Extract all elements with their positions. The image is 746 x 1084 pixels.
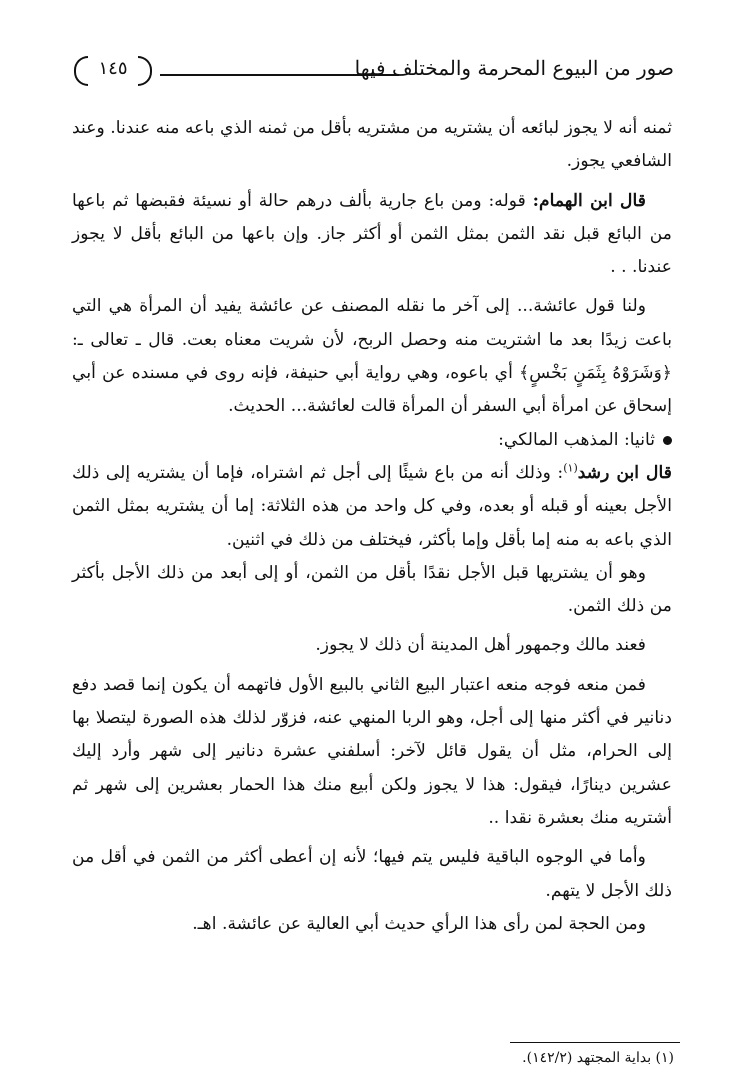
paragraph-text: ثمنه أنه لا يجوز لبائعه أن يشتريه من مشتريه بأقل من ثمنه الذي باعه منه عندنا. وعند الشافعي يجوز. (72, 118, 672, 172)
paragraph-text: ومن الحجة لمن رأى هذا الرأي حديث أبي العالية عن عائشة. اهـ. (192, 913, 646, 934)
footnote: (١) بداية المجتهد (١٤٢/٢). (522, 1050, 674, 1066)
footnote-reference: (١) (563, 461, 578, 475)
paragraph-text: : وذلك أنه من باع شيئًا إلى أجل ثم اشتراه، فإما أن يشتريه إلى ذلك الأجل بعينه أو قبله أو بعده، وفي كل واحد من هذه الثلاثة: إما أن يشتريه بمثل الثمن الذي باعه به منه إما بأقل وإما بأكثر، فيختلف من ذلك في اثنين. (72, 462, 672, 550)
paragraph (72, 557, 672, 624)
paragraph-text: وأما في الوجوه الباقية فليس يتم فيها؛ لأنه إن أعطى أكثر من الثمن في أقل من ذلك الأجل لا يتهم. (72, 847, 672, 901)
page-number: ١٤٥ (74, 54, 152, 84)
paragraph (72, 185, 672, 285)
paragraph-text: قوله: ومن باع جارية بألف درهم حالة أو نسيئة فقبضها ثم باعها من البائع قبل نقد الثمن بمثل الثمن أو أكثر جاز. وإن باعها من البائع بأقل لا يجوز عندنا. . . (72, 190, 672, 278)
running-title: صور من البيوع المحرمة والمختلف فيها (354, 56, 674, 80)
page-header (74, 52, 674, 94)
section-heading-text: ثانيا: المذهب المالكي: (498, 429, 655, 450)
paragraph-lead: قال ابن رشد (577, 462, 673, 483)
paragraph (72, 669, 672, 835)
paragraph (72, 457, 672, 557)
paragraph (72, 112, 672, 179)
section-heading (72, 424, 672, 457)
header-rule (160, 74, 399, 76)
paragraph-text: فعند مالك وجمهور أهل المدينة أن ذلك لا يجوز. (315, 635, 646, 656)
paragraph-text: فمن منعه فوجه منعه اعتبار البيع الثاني بالبيع الأول فاتهمه أن يكون إنما قصد دفع دنانير في أكثر منها إلى أجل، وهو الربا المنهي عنه، فزوّر لذلك هذه الصورة ليتصلا بها إلى الحرام، مثل أن يقول قائل لآخر: أسلفني عشرة دنانير إلى شهر وأرد إليك عشرين دينارًا، فيقول: هذا لا يجوز ولكن أبيع منك هذا الحمار بعشرين إلى شهر ثم أشتريه منك بعشرة نقدا .. (72, 674, 672, 828)
paragraph (72, 908, 672, 941)
footnote-rule (510, 1042, 680, 1043)
paragraph (72, 290, 672, 423)
paragraph (72, 841, 672, 908)
bullet-icon (663, 436, 672, 445)
paragraph-lead: قال ابن الهمام: (532, 190, 646, 211)
paragraph-text: ولنا قول عائشة... إلى آخر ما نقله المصنف عن عائشة يفيد أن المرأة هي التي باعت زيدًا بعد ما اشتريت منه وحصل الربح، لأن شريت معناه بعت. قال ـ تعالى ـ: ﴿وَشَرَوْهُ بِثَمَنٍ بَخْسٍ﴾ أي باعوه، وهي رواية أبي حنيفة، فإنه روى في مسنده عن أبي إسحاق عن امرأة أبي السفر أن المرأة قالت لعائشة... الحديث. (72, 296, 672, 417)
paragraph-text: وهو أن يشتريها قبل الأجل نقدًا بأقل من الثمن، أو إلى أبعد من ذلك الأجل بأكثر من ذلك الثمن. (72, 562, 672, 617)
paragraph (72, 629, 672, 662)
main-text (72, 112, 672, 941)
